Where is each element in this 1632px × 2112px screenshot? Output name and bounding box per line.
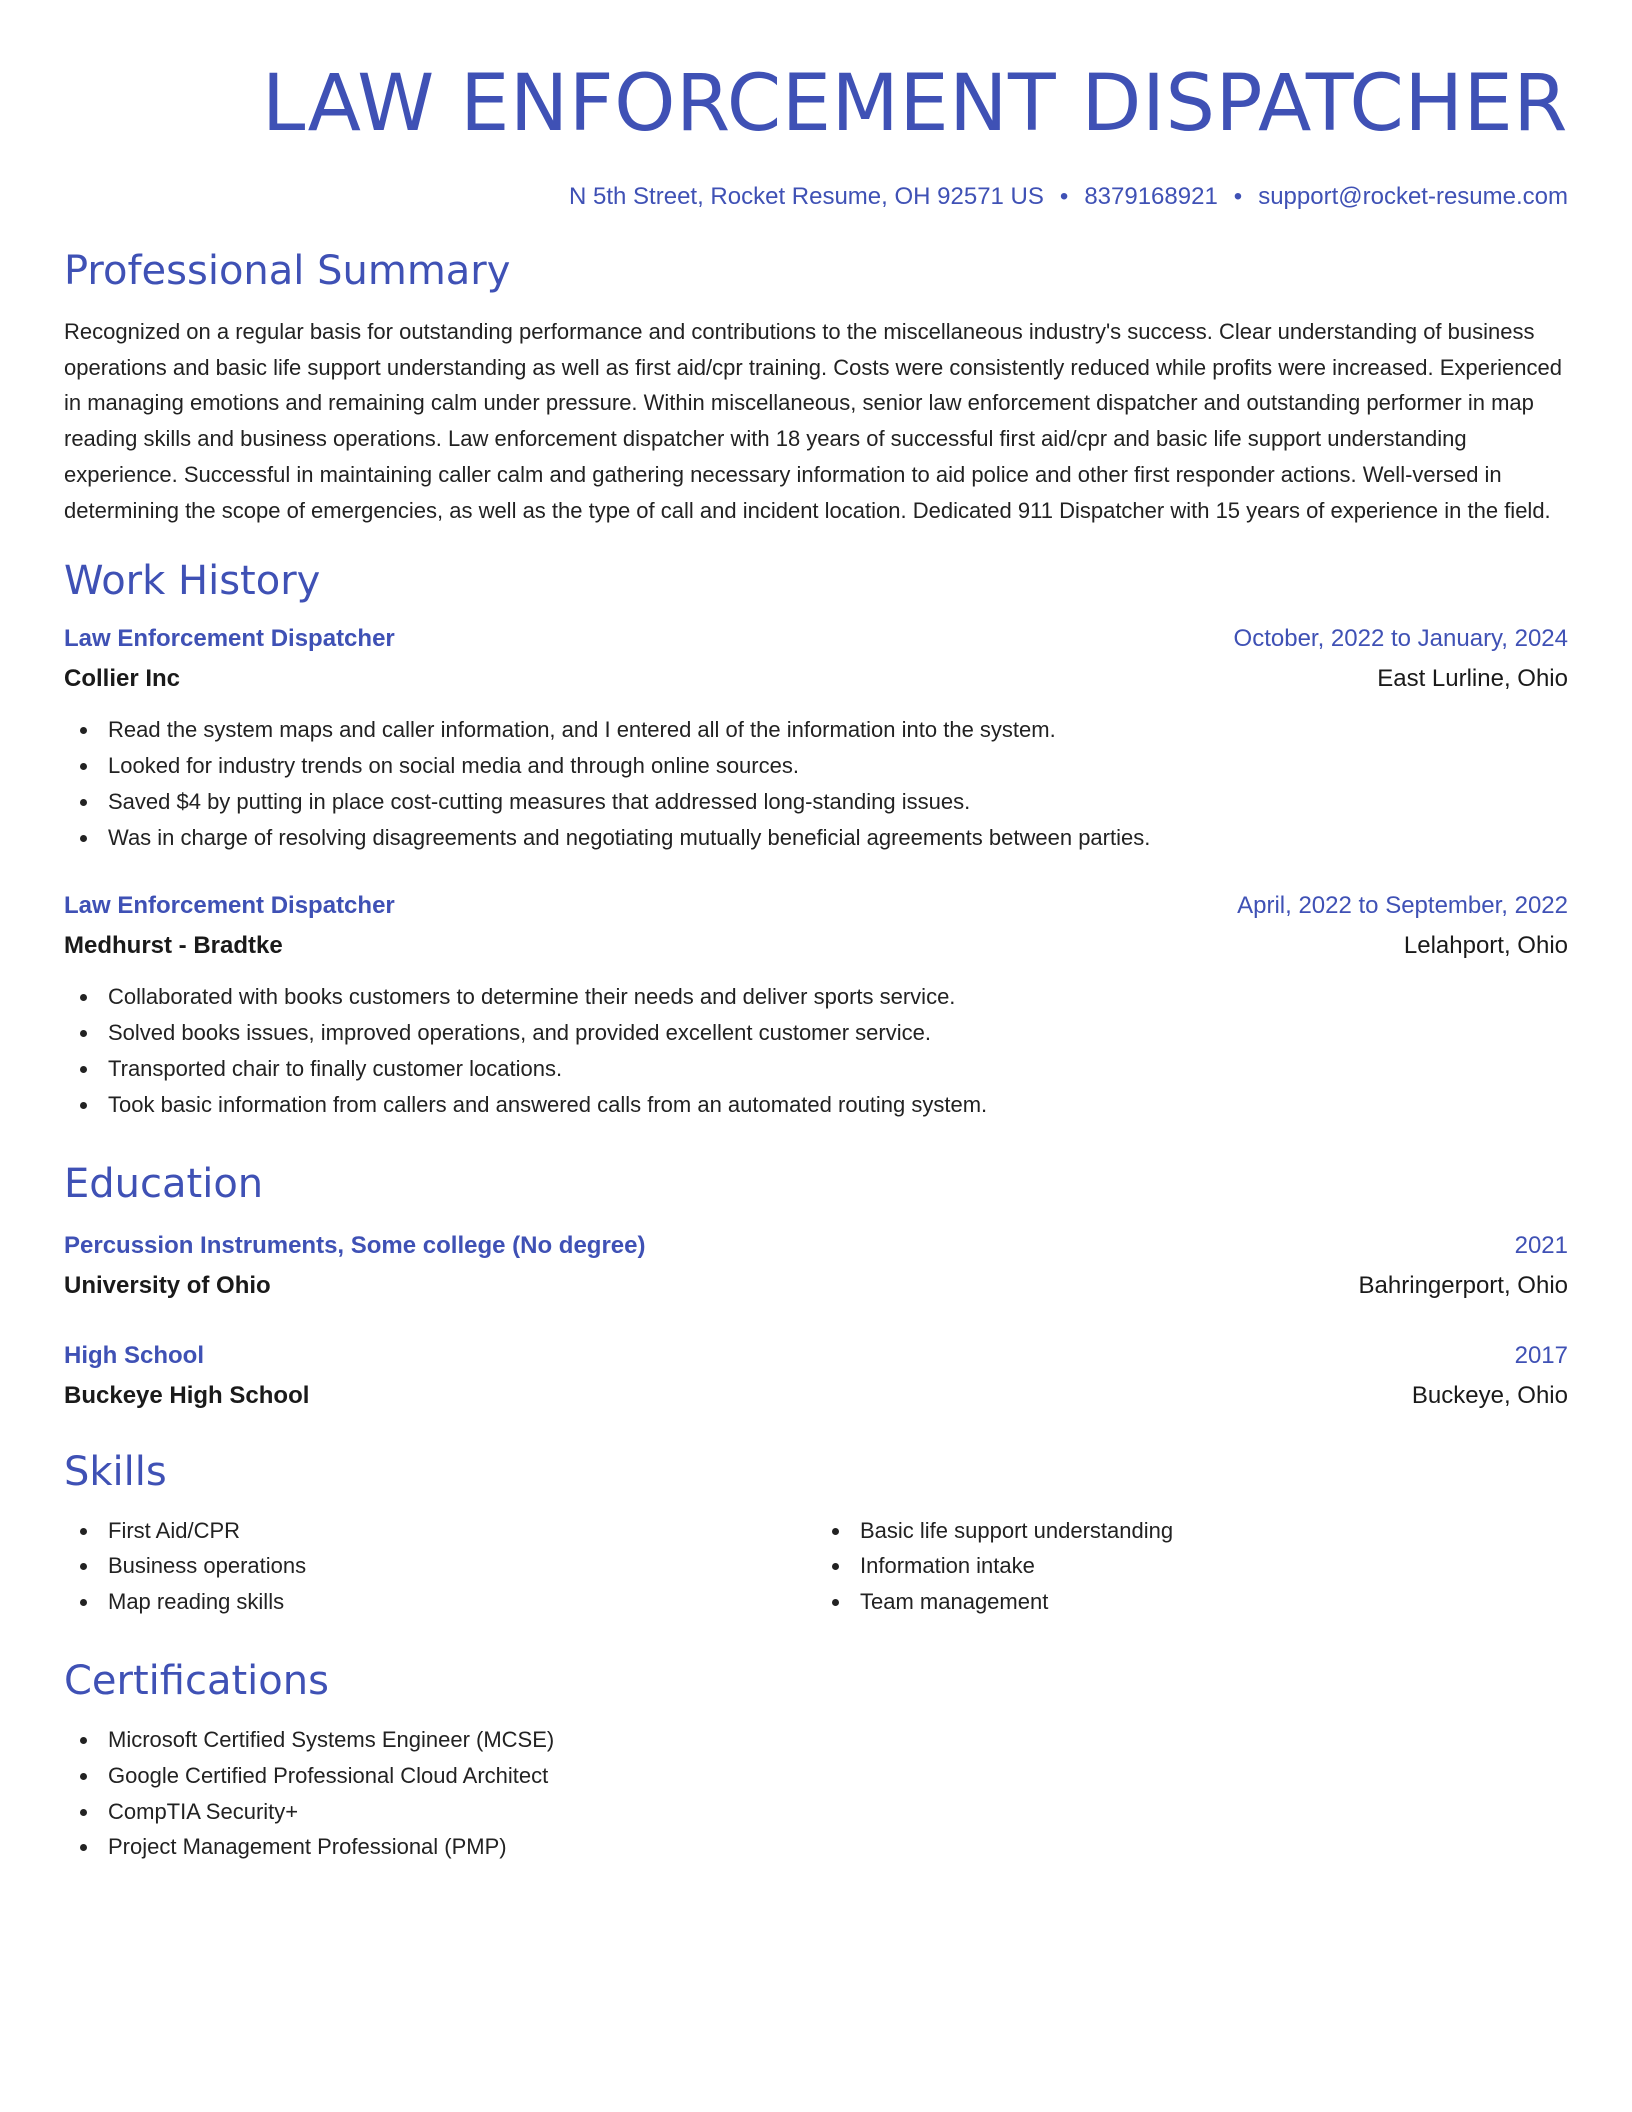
list-item: CompTIA Security+ — [64, 1794, 1568, 1830]
contact-line — [64, 182, 1568, 212]
skills-list — [64, 1513, 816, 1620]
contact-separator: • — [1233, 183, 1243, 210]
skills-list — [816, 1513, 1568, 1620]
job-bullets — [64, 712, 1568, 855]
list-item: Collaborated with books customers to determine their needs and deliver sports service. — [64, 979, 1568, 1015]
list-item: Map reading skills — [64, 1584, 816, 1620]
list-item: Microsoft Certified Systems Engineer (MCSE) — [64, 1722, 1568, 1758]
company-name: Medhurst - Bradtke — [64, 932, 283, 960]
job-dates: October, 2022 to January, 2024 — [1233, 625, 1568, 653]
candidate-name: LAW ENFORCEMENT DISPATCHER — [261, 59, 1568, 149]
list-item: Google Certified Professional Cloud Architect — [64, 1758, 1568, 1794]
school-name: University of Ohio — [64, 1271, 271, 1299]
graduation-year: 2021 — [1514, 1231, 1568, 1259]
list-item: Took basic information from callers and answered calls from an automated routing system. — [64, 1087, 1568, 1123]
list-item: Information intake — [816, 1548, 1568, 1584]
work-entry — [64, 891, 1568, 1122]
certifications-section — [64, 1656, 1568, 1865]
education-entry — [64, 1341, 1568, 1411]
work-history-section — [64, 556, 1568, 1122]
work-entry-title-row — [64, 891, 1568, 921]
job-location: Lelahport, Ohio — [1403, 932, 1568, 960]
skills-section — [64, 1447, 1568, 1620]
contact-address: N 5th Street, Rocket Resume, OH 92571 US — [569, 183, 1044, 210]
work-entry — [64, 624, 1568, 855]
list-item: First Aid/CPR — [64, 1513, 816, 1549]
education-entry-school-row — [64, 1381, 1568, 1411]
skills-column-right — [816, 1513, 1568, 1620]
skills-column-left — [64, 1513, 816, 1620]
job-title: Law Enforcement Dispatcher — [64, 625, 395, 653]
work-entry-title-row — [64, 624, 1568, 654]
list-item: Solved books issues, improved operations, and provided excellent customer service. — [64, 1015, 1568, 1051]
job-location: East Lurline, Ohio — [1377, 665, 1568, 693]
job-title: Law Enforcement Dispatcher — [64, 892, 395, 920]
list-item: Basic life support understanding — [816, 1513, 1568, 1549]
company-name: Collier Inc — [64, 665, 181, 693]
education-entry-school-row — [64, 1271, 1568, 1301]
list-item: Was in charge of resolving disagreements and negotiating mutually beneficial agreements between parties. — [64, 820, 1568, 856]
contact-separator: • — [1059, 183, 1069, 210]
summary-section — [64, 246, 1568, 528]
degree: Percussion Instruments, Some college (No degree) — [64, 1231, 646, 1259]
education-section — [64, 1159, 1568, 1411]
resume-header — [64, 56, 1568, 212]
list-item: Project Management Professional (PMP) — [64, 1829, 1568, 1865]
education-entry-degree-row — [64, 1341, 1568, 1371]
school-location: Buckeye, Ohio — [1411, 1381, 1568, 1409]
school-location: Bahringerport, Ohio — [1358, 1271, 1568, 1299]
job-dates: April, 2022 to September, 2022 — [1237, 892, 1568, 920]
work-history-heading: Work History — [64, 558, 321, 605]
school-name: Buckeye High School — [64, 1381, 310, 1409]
summary-text: Recognized on a regular basis for outstanding performance and contributions to the miscellaneous industry's success. Clear understanding of business operations and basic life support understanding as well as first aid/cpr training. Costs were consistently reduced while profits were increased. Experienced in managing emotions and remaining calm under pressure. Within miscellaneous, senior law enforcement dispatcher and outstanding performer in map reading skills and business operations. Law enforcement dispatcher with 18 years of successful first aid/cpr and basic life support understanding experience. Successful in maintaining caller calm and gathering necessary information to aid police and other first responder actions. Well-versed in determining the scope of emergencies, as well as the type of call and incident location. Dedicated 911 Dispatcher with 15 years of experience in the field. — [64, 319, 1562, 523]
education-entry — [64, 1231, 1568, 1301]
certifications-list — [64, 1722, 1568, 1865]
skills-heading: Skills — [64, 1448, 167, 1495]
list-item: Read the system maps and caller information, and I entered all of the information into the system. — [64, 712, 1568, 748]
work-entry-company-row — [64, 931, 1568, 961]
graduation-year: 2017 — [1514, 1341, 1568, 1369]
certifications-heading: Certifications — [64, 1657, 329, 1704]
contact-email: support@rocket-resume.com — [1258, 183, 1568, 210]
degree: High School — [64, 1341, 204, 1369]
education-entry-degree-row — [64, 1231, 1568, 1261]
summary-heading: Professional Summary — [64, 248, 511, 294]
work-entry-company-row — [64, 664, 1568, 694]
skills-grid — [64, 1513, 1568, 1620]
list-item: Looked for industry trends on social media and through online sources. — [64, 748, 1568, 784]
contact-phone: 8379168921 — [1084, 183, 1218, 210]
job-bullets — [64, 979, 1568, 1122]
list-item: Transported chair to finally customer locations. — [64, 1051, 1568, 1087]
education-heading: Education — [64, 1160, 264, 1207]
list-item: Team management — [816, 1584, 1568, 1620]
list-item: Saved $4 by putting in place cost-cutting measures that addressed long-standing issues. — [64, 784, 1568, 820]
list-item: Business operations — [64, 1548, 816, 1584]
